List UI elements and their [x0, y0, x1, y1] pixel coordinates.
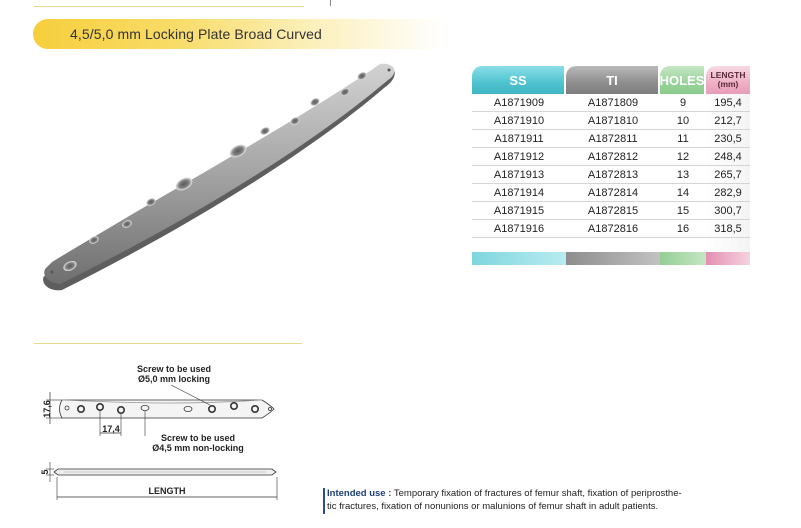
cell-length: 282,9	[714, 186, 742, 199]
section-rule	[34, 343, 302, 344]
nonlocking-screw-line2: Ø4,5 mm non-locking	[152, 443, 244, 453]
cell-length: 248,4	[714, 150, 742, 163]
cell-holes: 12	[676, 150, 690, 163]
dim-thickness-label: 5	[40, 469, 50, 475]
dim-length-label: LENGTH	[148, 486, 186, 496]
cell-holes: 14	[676, 186, 690, 199]
footer-bar-ss	[472, 252, 566, 265]
table-row	[472, 130, 750, 148]
product-table	[472, 94, 750, 238]
cell-ti: A1872816	[587, 222, 639, 235]
cell-length: 265,7	[714, 168, 742, 181]
cell-length: 212,7	[714, 114, 742, 127]
cell-ss: A1871910	[493, 114, 545, 127]
intended-use-accent-bar	[323, 488, 325, 514]
intended-use-label: Intended use :	[327, 488, 392, 499]
cell-ti: A1872814	[587, 186, 639, 199]
dim-width-label: 17,6	[42, 400, 52, 418]
cell-length: 318,5	[714, 222, 742, 235]
cell-ss: A1871915	[493, 204, 545, 217]
header-ti: TI	[566, 66, 658, 94]
table-row	[472, 184, 750, 202]
cell-ss: A1871914	[493, 186, 545, 199]
cell-holes: 9	[679, 96, 687, 109]
cell-ti: A1872811	[588, 132, 638, 145]
cell-holes: 15	[676, 204, 690, 217]
locking-screw-line1: Screw to be used	[136, 364, 212, 374]
cell-ss: A1871916	[493, 222, 545, 235]
locking-screw-label	[126, 364, 222, 384]
table-row	[472, 202, 750, 220]
table-row	[472, 220, 750, 238]
intended-use	[327, 487, 757, 513]
cell-length: 230,5	[714, 132, 742, 145]
header-length-unit: (mm)	[717, 79, 739, 89]
cell-length: 300,7	[714, 204, 742, 217]
table-row	[472, 112, 750, 130]
page-title: 4,5/5,0 mm Locking Plate Broad Curved	[70, 26, 322, 42]
cell-ti: A1871809	[587, 96, 639, 109]
cell-ss: A1871913	[493, 168, 545, 181]
footer-bar-holes	[660, 252, 706, 265]
locking-screw-line2: Ø5,0 mm locking	[137, 374, 211, 384]
header-ss: SS	[472, 66, 564, 94]
footer-bar-ti	[566, 252, 660, 265]
cell-length: 195,4	[714, 96, 742, 109]
cell-holes: 11	[677, 132, 689, 145]
cell-holes: 13	[676, 168, 690, 181]
table-row	[472, 148, 750, 166]
cell-holes: 10	[676, 114, 690, 127]
table-row	[472, 166, 750, 184]
table-row	[472, 94, 750, 112]
cell-ss: A1871911	[494, 132, 544, 145]
intended-use-line2: tic fractures, fixation of nonunions or malunions of femur shaft in adult patients.	[327, 501, 659, 512]
intended-use-text1: Temporary fixation of fractures of femur shaft, fixation of periprosthe-	[391, 488, 682, 499]
intended-use-line1	[327, 487, 757, 500]
cell-ss: A1871909	[493, 96, 545, 109]
header-length	[706, 66, 750, 94]
technical-drawing-top-view	[46, 385, 274, 436]
nonlocking-screw-line1: Screw to be used	[160, 433, 236, 443]
cell-ss: A1871912	[493, 150, 545, 163]
cell-holes: 16	[676, 222, 690, 235]
dim-spacing-label: 17,4	[102, 424, 120, 434]
cell-ti: A1871810	[587, 114, 639, 127]
header-length-label: LENGTH	[710, 70, 746, 80]
cell-ti: A1872813	[587, 168, 639, 181]
cell-ti: A1872812	[587, 150, 639, 163]
footer-bar-length	[706, 252, 750, 265]
header-holes: HOLES	[660, 66, 704, 94]
nonlocking-screw-label	[146, 433, 250, 453]
cell-ti: A1872815	[587, 204, 639, 217]
